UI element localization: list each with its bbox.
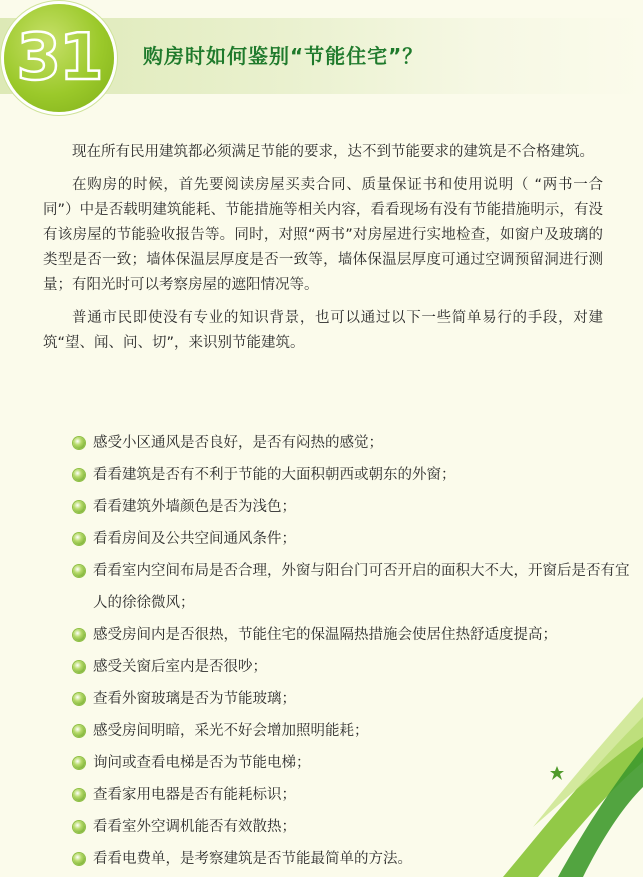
bullet-icon bbox=[73, 565, 85, 577]
list-item bbox=[73, 427, 643, 459]
paragraph: 普通市民即使没有专业的知识背景，也可以通过以下一些简单易行的手段，对建筑“望、闻、问、切”，来识别节能建筑。 bbox=[43, 310, 603, 351]
number-badge bbox=[4, 4, 114, 112]
bullet-icon bbox=[73, 533, 85, 545]
bullet-icon bbox=[73, 501, 85, 513]
list-item bbox=[73, 491, 643, 523]
list-item-text: 感受小区通风是否良好，是否有闷热的感觉； bbox=[93, 435, 383, 451]
list-item-text: 看看建筑是否有不利于节能的大面积朝西或朝东的外窗； bbox=[93, 467, 456, 483]
list-item bbox=[73, 555, 643, 619]
list-item-text: 感受房间明暗，采光不好会增加照明能耗； bbox=[93, 723, 369, 739]
list-item-text: 查看家用电器是否有能耗标识； bbox=[93, 787, 296, 803]
page-title: 购房时如何鉴别“节能住宅”？ bbox=[143, 44, 424, 68]
bullet-icon bbox=[73, 693, 85, 705]
bullet-icon bbox=[73, 789, 85, 801]
list-item bbox=[73, 619, 643, 651]
bullet-icon bbox=[73, 629, 85, 641]
list-item-text: 看看室内空间布局是否合理，外窗与阳台门可否开启的面积大不大，开窗后是否有宜人的徐徐微风； bbox=[93, 563, 630, 611]
paragraph: 在购房的时候，首先要阅读房屋买卖合同、质量保证书和使用说明（ “两书一合同”）中是否载明建筑能耗、节能措施等相关内容，看看现场有没有节能措施明示，有没有该房屋的节能验收报告等。同时，对照“两书”对房屋进行实地检查，如窗户及玻璃的类型是否一致；墙体保温层厚度是否一致等，墙体保温层厚度可通过空调预留洞进行测量；有阳光时可以考察房屋的遮阳情况等。 bbox=[43, 177, 603, 293]
bullet-icon bbox=[73, 661, 85, 673]
badge-number: 31 bbox=[16, 21, 102, 95]
list-item-text: 看看房间及公共空间通风条件； bbox=[93, 531, 296, 547]
bullet-icon bbox=[73, 725, 85, 737]
paragraph: 现在所有民用建筑都必须满足节能的要求，达不到节能要求的建筑是不合格建筑。 bbox=[72, 144, 594, 160]
list-item bbox=[73, 459, 643, 491]
green-swoosh-decoration bbox=[443, 697, 643, 877]
list-item-text: 看看电费单，是考察建筑是否节能最简单的方法。 bbox=[93, 851, 412, 867]
bullet-icon bbox=[73, 469, 85, 481]
list-item-text: 看看室外空调机能否有效散热； bbox=[93, 819, 296, 835]
bullet-icon bbox=[73, 821, 85, 833]
list-item-text: 感受房间内是否很热，节能住宅的保温隔热措施会使居住热舒适度提高； bbox=[93, 627, 557, 643]
list-item bbox=[73, 651, 643, 683]
list-item-text: 感受关窗后室内是否很吵； bbox=[93, 659, 267, 675]
bullet-icon bbox=[73, 853, 85, 865]
bullet-icon bbox=[73, 437, 85, 449]
list-item-text: 查看外窗玻璃是否为节能玻璃； bbox=[93, 691, 296, 707]
list-item-text: 看看建筑外墙颜色是否为浅色； bbox=[93, 499, 296, 515]
leaf-icon bbox=[549, 765, 565, 781]
intro-text bbox=[43, 140, 603, 364]
list-item-text: 询问或查看电梯是否为节能电梯； bbox=[93, 755, 311, 771]
list-item bbox=[73, 523, 643, 555]
bullet-icon bbox=[73, 757, 85, 769]
